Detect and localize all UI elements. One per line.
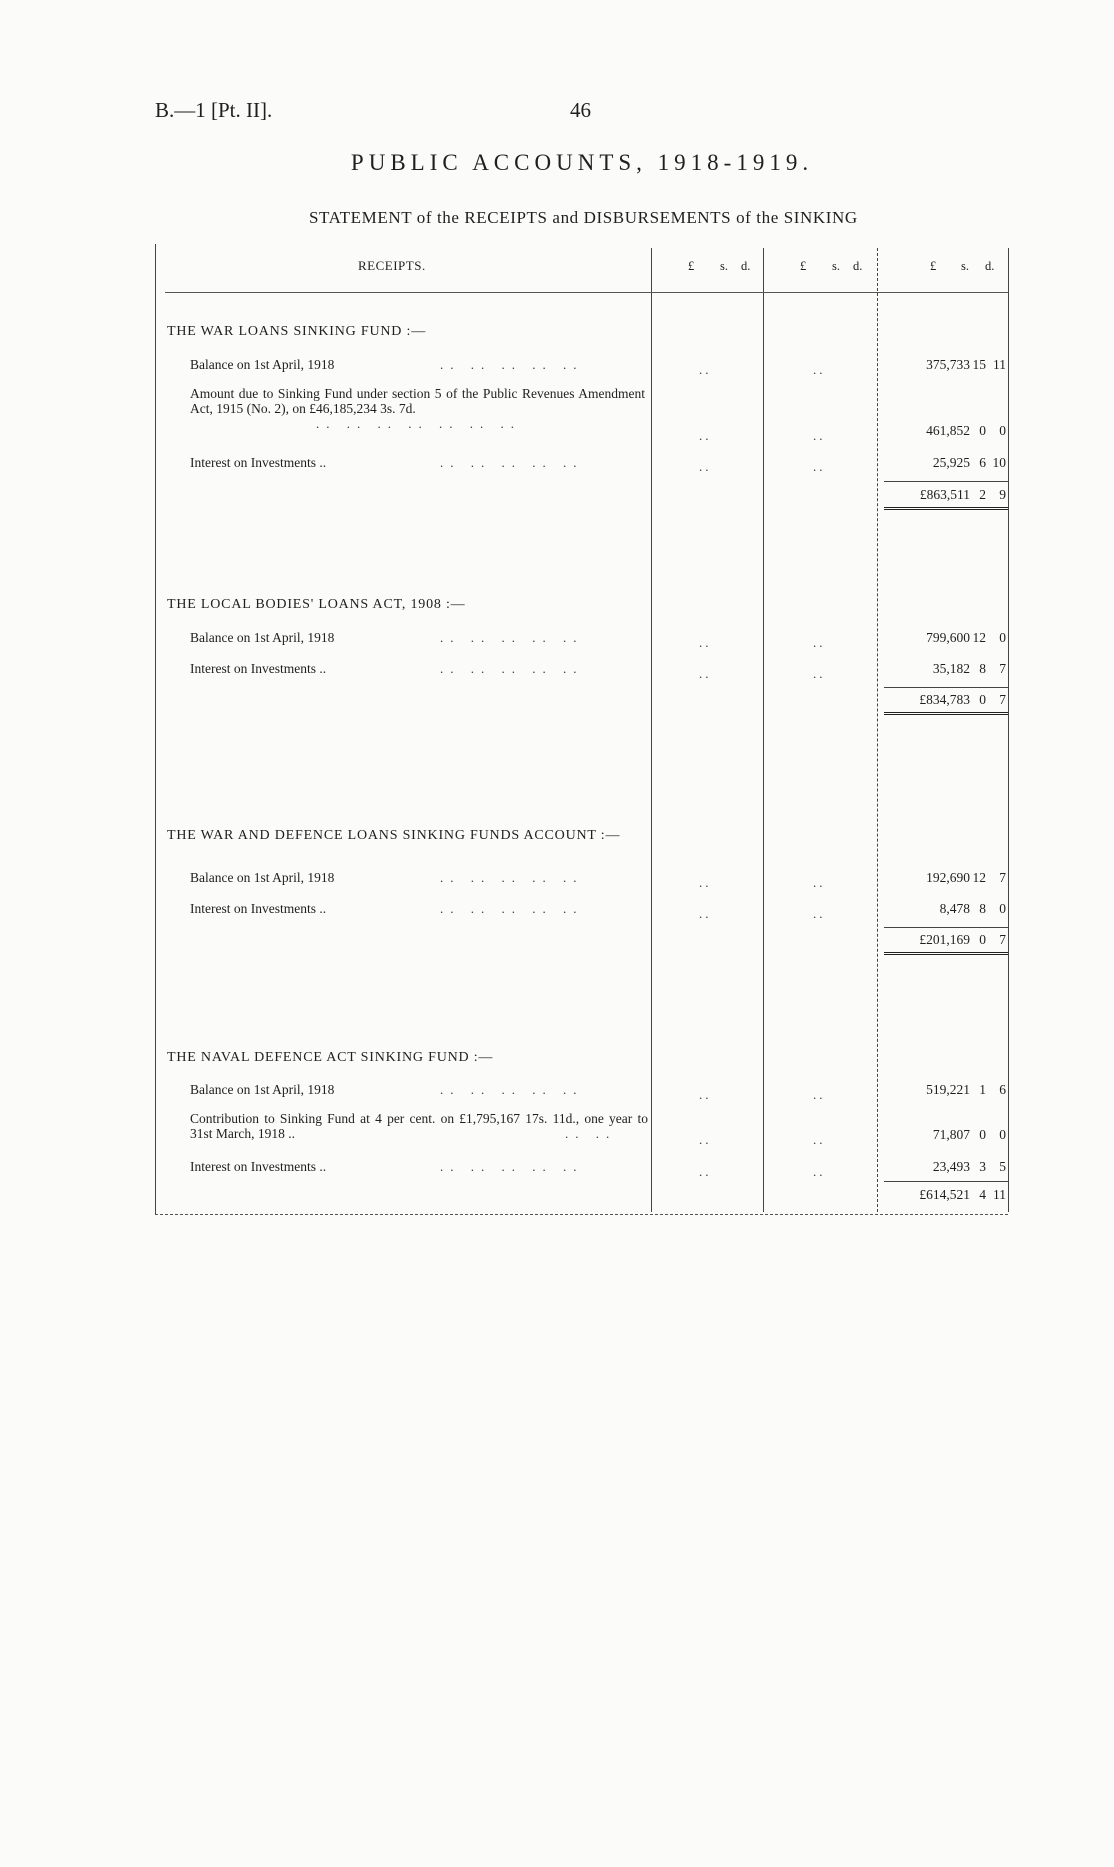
amount-pounds: 23,493	[932, 1159, 970, 1174]
section-title: THE WAR LOANS SINKING FUND :—	[167, 324, 426, 339]
amount-pence: 5	[999, 1159, 1006, 1174]
amount-shillings: 12	[972, 870, 986, 885]
col2-empty-dots: ..	[813, 1132, 826, 1147]
amount-pence: 0	[999, 423, 1006, 438]
col1-empty-dots: ..	[699, 635, 712, 650]
amount-pence: 0	[999, 1127, 1006, 1142]
amount-pounds: 25,925	[932, 455, 970, 470]
col1-empty-dots: ..	[699, 906, 712, 921]
col3-pounds-header: £	[930, 259, 937, 273]
amount-pence: 0	[999, 630, 1006, 645]
col1-empty-dots: ..	[699, 1164, 712, 1179]
total-pounds: £863,511	[919, 487, 970, 502]
total-double-rule	[884, 952, 1008, 955]
leader-dots: .. .. .. .. ..	[440, 1082, 584, 1097]
col1-empty-dots: ..	[699, 875, 712, 890]
amount-shillings: 15	[972, 357, 986, 372]
amount-pence: 10	[992, 455, 1006, 470]
total-pence: 7	[999, 692, 1006, 707]
item-label: Balance on 1st April, 1918	[190, 1082, 335, 1097]
leader-dots: .. .. .. .. ..	[440, 357, 584, 372]
page-title: PUBLIC ACCOUNTS, 1918-1919.	[350, 150, 814, 175]
total-pounds: £201,169	[919, 932, 970, 947]
col2-empty-dots: ..	[813, 428, 826, 443]
col2-empty-dots: ..	[813, 1087, 826, 1102]
item-label: Balance on 1st April, 1918	[190, 357, 335, 372]
col1-pence-header: d.	[741, 259, 751, 273]
table-left-border	[155, 244, 156, 1214]
amount-pence: 11	[993, 357, 1006, 372]
col2-empty-dots: ..	[813, 362, 826, 377]
statement-subtitle: STATEMENT of the RECEIPTS and DISBURSEMENTS of the SINKING	[309, 208, 858, 227]
item-label: Interest on Investments ..	[190, 901, 327, 916]
subtotal-rule	[884, 927, 1008, 928]
item-label: Balance on 1st April, 1918	[190, 630, 335, 645]
total-pounds: £614,521	[919, 1187, 970, 1202]
col2-pounds-header: £	[800, 259, 807, 273]
amount-pounds: 192,690	[926, 870, 970, 885]
leader-dots: .. .. .. .. .. .. ..	[316, 416, 521, 431]
amount-shillings: 3	[979, 1159, 986, 1174]
leader-dots: .. .. .. .. ..	[440, 1159, 584, 1174]
amount-pounds: 35,182	[932, 661, 970, 676]
total-shillings: 0	[979, 692, 986, 707]
col1-empty-dots: ..	[699, 362, 712, 377]
amount-pence: 7	[999, 661, 1006, 676]
receipts-column-header: RECEIPTS.	[358, 258, 426, 273]
amount-shillings: 12	[972, 630, 986, 645]
header-rule	[165, 292, 1008, 293]
item-label: Interest on Investments ..	[190, 1159, 327, 1174]
leader-dots: .. .. .. .. ..	[440, 455, 584, 470]
amount-pounds: 519,221	[926, 1082, 970, 1097]
item-label: Amount due to Sinking Fund under section 5 of the Public Revenues Amendment Act, 1915 (No. 2), on £46,185,234 3s. 7d.	[190, 386, 645, 416]
col3-shillings-header: s.	[961, 259, 969, 273]
total-pence: 11	[993, 1187, 1006, 1202]
total-pounds: £834,783	[919, 692, 970, 707]
section-title: THE NAVAL DEFENCE ACT SINKING FUND :—	[167, 1050, 494, 1065]
col2-pence-header: d.	[853, 259, 863, 273]
column-divider-2	[763, 248, 764, 1212]
col1-pounds-header: £	[688, 259, 695, 273]
amount-shillings: 8	[979, 901, 986, 916]
amount-shillings: 1	[979, 1082, 986, 1097]
amount-pounds: 71,807	[932, 1127, 970, 1142]
col1-empty-dots: ..	[699, 1132, 712, 1147]
subtotal-rule	[884, 687, 1008, 688]
leader-dots: .. .. .. .. ..	[440, 870, 584, 885]
table-right-border	[1008, 248, 1009, 1212]
total-double-rule	[884, 712, 1008, 715]
col2-empty-dots: ..	[813, 635, 826, 650]
col2-empty-dots: ..	[813, 906, 826, 921]
total-shillings: 2	[979, 487, 986, 502]
col3-pence-header: d.	[985, 259, 995, 273]
col2-empty-dots: ..	[813, 875, 826, 890]
amount-pounds: 461,852	[926, 423, 970, 438]
leader-dots: .. .. .. .. ..	[440, 630, 584, 645]
document-reference: B.—1 [Pt. II].	[155, 98, 273, 122]
col2-empty-dots: ..	[813, 666, 826, 681]
col1-empty-dots: ..	[699, 666, 712, 681]
amount-shillings: 0	[979, 423, 986, 438]
total-pence: 9	[999, 487, 1006, 502]
section-title: THE WAR AND DEFENCE LOANS SINKING FUNDS ACCOUNT :—	[167, 828, 621, 843]
item-label: Interest on Investments ..	[190, 455, 327, 470]
leader-dots: .. ..	[565, 1126, 617, 1141]
amount-shillings: 0	[979, 1127, 986, 1142]
total-double-rule	[884, 507, 1008, 510]
amount-pounds: 8,478	[939, 901, 970, 916]
amount-pounds: 375,733	[926, 357, 970, 372]
column-divider-3	[877, 248, 878, 1212]
amount-pounds: 799,600	[926, 630, 970, 645]
col2-shillings-header: s.	[832, 259, 840, 273]
amount-pence: 6	[999, 1082, 1006, 1097]
col2-empty-dots: ..	[813, 1164, 826, 1179]
amount-shillings: 8	[979, 661, 986, 676]
leader-dots: .. .. .. .. ..	[440, 661, 584, 676]
col1-empty-dots: ..	[699, 1087, 712, 1102]
section-title: THE LOCAL BODIES' LOANS ACT, 1908 :—	[167, 597, 466, 612]
subtotal-rule	[884, 481, 1008, 482]
item-label: Balance on 1st April, 1918	[190, 870, 335, 885]
col1-empty-dots: ..	[699, 428, 712, 443]
item-label: Contribution to Sinking Fund at 4 per cent. on £1,795,167 17s. 11d., one year to 31st March, 1918 ..	[190, 1111, 648, 1141]
amount-pence: 0	[999, 901, 1006, 916]
column-divider-1	[651, 248, 652, 1212]
subtotal-rule	[884, 1181, 1008, 1182]
total-shillings: 4	[979, 1187, 986, 1202]
page-number: 46	[570, 98, 591, 122]
col1-shillings-header: s.	[720, 259, 728, 273]
total-shillings: 0	[979, 932, 986, 947]
leader-dots: .. .. .. .. ..	[440, 901, 584, 916]
table-bottom-rule	[155, 1214, 1008, 1215]
item-label: Interest on Investments ..	[190, 661, 327, 676]
col1-empty-dots: ..	[699, 459, 712, 474]
total-pence: 7	[999, 932, 1006, 947]
amount-pence: 7	[999, 870, 1006, 885]
amount-shillings: 6	[979, 455, 986, 470]
col2-empty-dots: ..	[813, 459, 826, 474]
